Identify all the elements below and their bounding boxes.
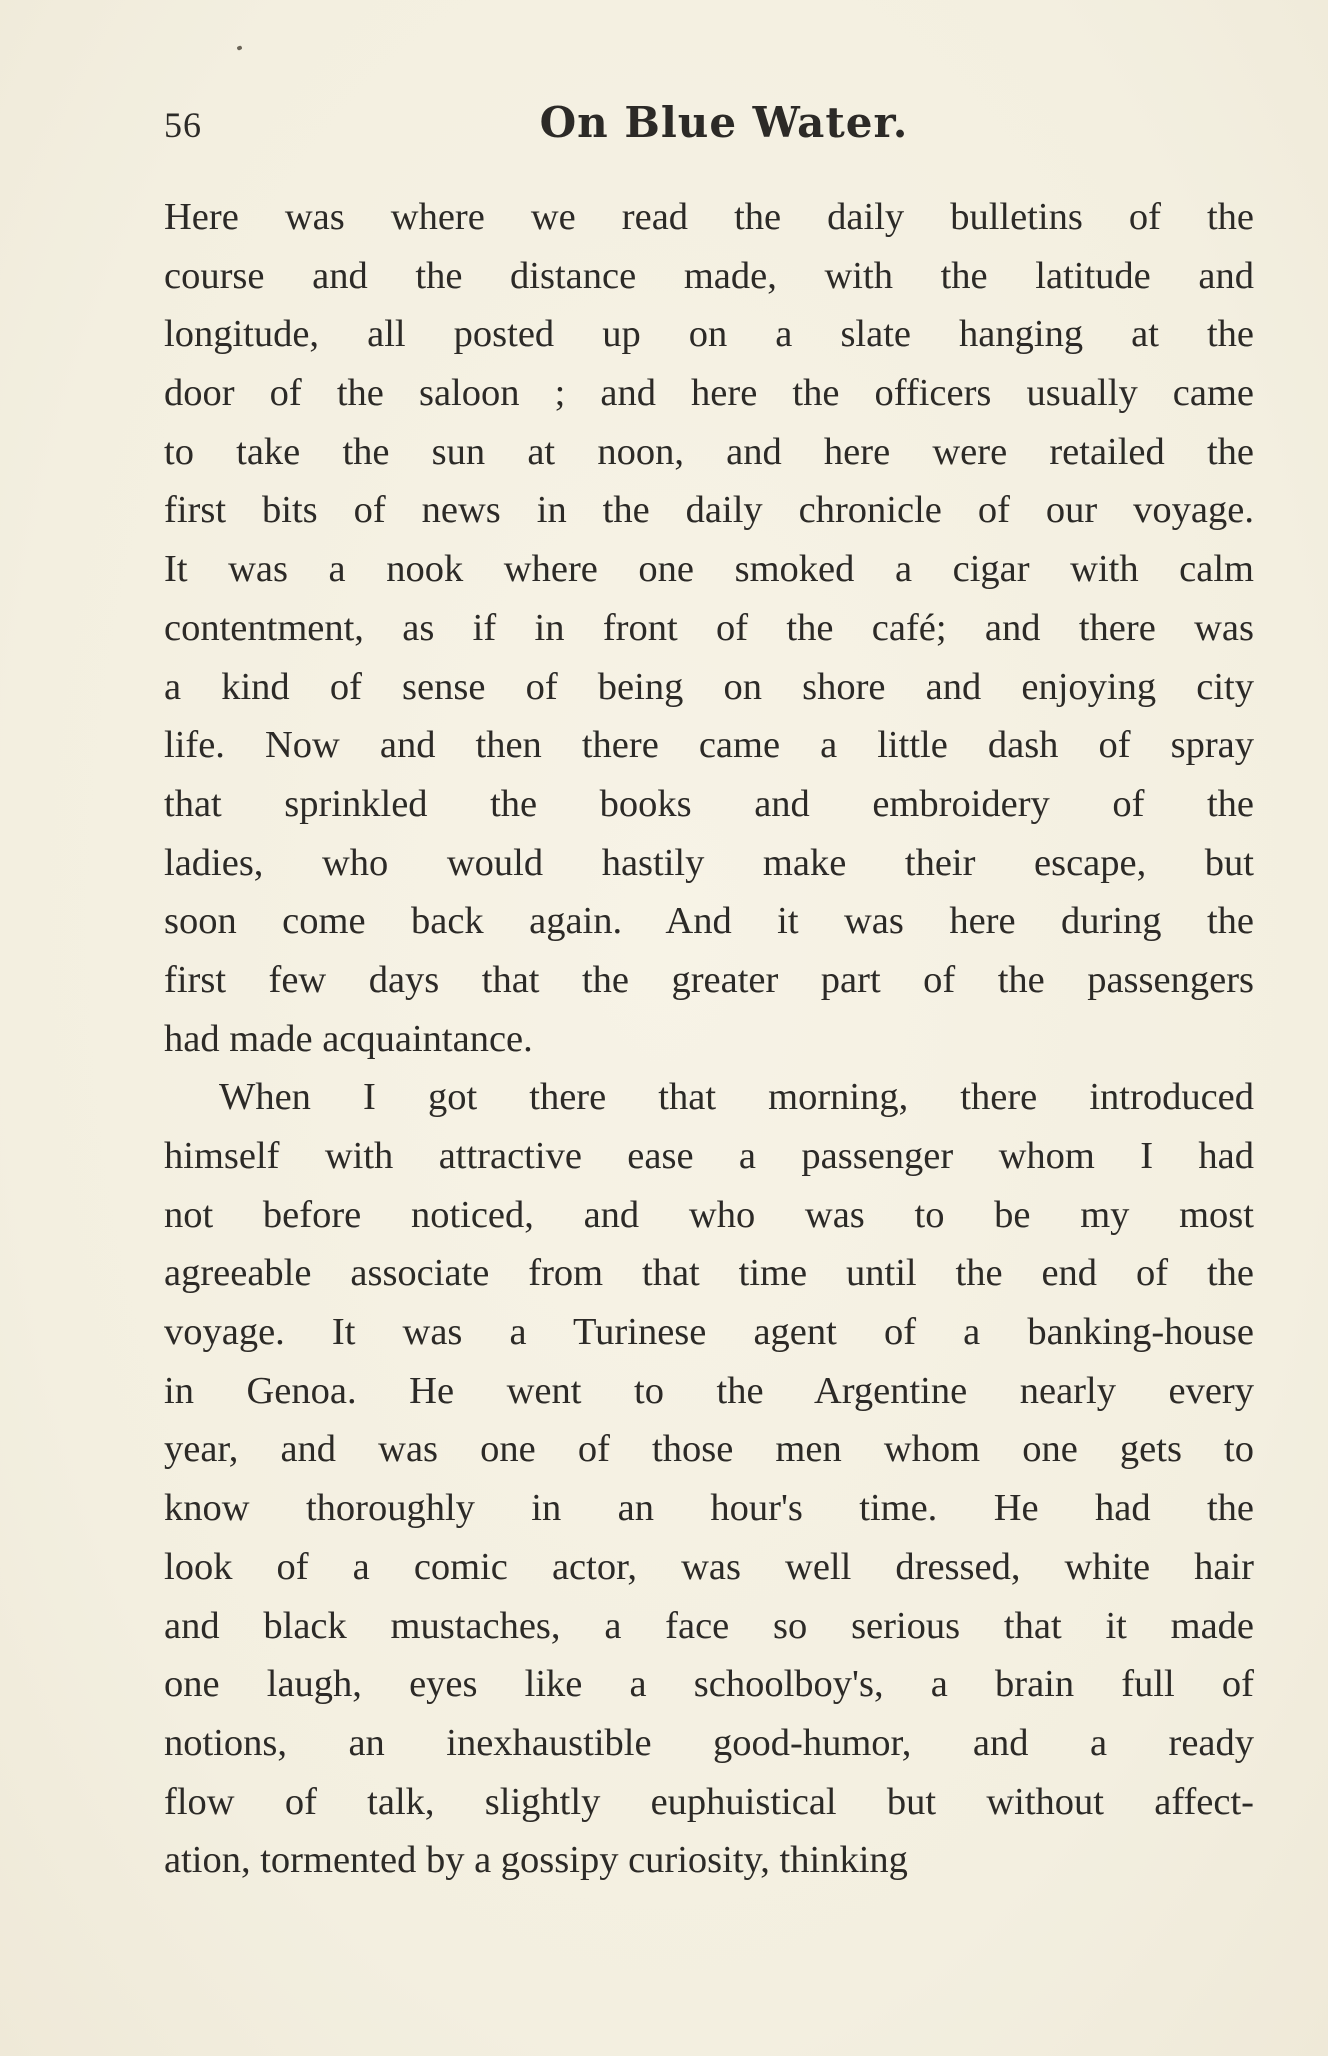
text-line: that sprinkled the books and embroidery of the xyxy=(164,782,1254,825)
ink-speck xyxy=(236,45,242,51)
text-line: It was a nook where one smoked a cigar with calm xyxy=(164,548,1254,591)
text-line: contentment, as if in front of the café; and there was xyxy=(164,606,1254,649)
text-line: know thoroughly in an hour's time. He had the xyxy=(164,1487,1254,1530)
text-line: longitude, all posted up on a slate hanging at the xyxy=(164,313,1254,356)
text-line: voyage. It was a Turinese agent of a banking-house xyxy=(164,1311,1254,1354)
text-line: course and the distance made, with the latitude and xyxy=(164,254,1254,297)
text-line: soon come back again. And it was here during the xyxy=(164,900,1254,943)
text-line: first bits of news in the daily chronicle of our voyage. xyxy=(164,489,1254,532)
text-line: himself with attractive ease a passenger whom I had xyxy=(164,1135,1254,1177)
text-line: not before noticed, and who was to be my most xyxy=(164,1193,1254,1236)
body-text xyxy=(164,188,1254,1890)
text-line: had made acquaintance. xyxy=(164,1017,533,1060)
paragraph xyxy=(164,1068,1254,1890)
text-line: first few days that the greater part of the passengers xyxy=(164,958,1254,1001)
text-line: life. Now and then there came a little dash of spray xyxy=(164,724,1254,767)
text-line: a kind of sense of being on shore and enjoying city xyxy=(164,665,1254,708)
text-line: notions, an inexhaustible good-humor, and a ready xyxy=(164,1721,1254,1764)
text-line: ation, tormented by a gossipy curiosity, thinking xyxy=(164,1839,908,1882)
text-line: ladies, who would hastily make their escape, but xyxy=(164,841,1254,884)
text-line: to take the sun at noon, and here were retailed the xyxy=(164,430,1254,473)
text-line: in Genoa. He went to the Argentine nearly every xyxy=(164,1369,1254,1412)
text-line: year, and was one of those men whom one gets to xyxy=(164,1428,1254,1471)
text-line: one laugh, eyes like a schoolboy's, a brain full of xyxy=(164,1663,1254,1706)
page-number: 56 xyxy=(164,105,202,145)
text-line: look of a comic actor, was well dressed, white hair xyxy=(164,1545,1254,1588)
paragraph xyxy=(164,188,1254,1068)
text-line: and black mustaches, a face so serious that it made xyxy=(164,1604,1254,1647)
text-line: When I got there that morning, there introduced xyxy=(219,1076,1254,1119)
running-title: On Blue Water. xyxy=(539,98,909,147)
text-line: flow of talk, slightly euphuistical but without affect- xyxy=(164,1780,1254,1823)
text-line: Here was where we read the daily bulletins of the xyxy=(164,196,1254,238)
text-line: agreeable associate from that time until the end of the xyxy=(164,1252,1254,1295)
text-line: door of the saloon ; and here the officers usually came xyxy=(164,372,1254,415)
page-header xyxy=(164,98,1254,158)
